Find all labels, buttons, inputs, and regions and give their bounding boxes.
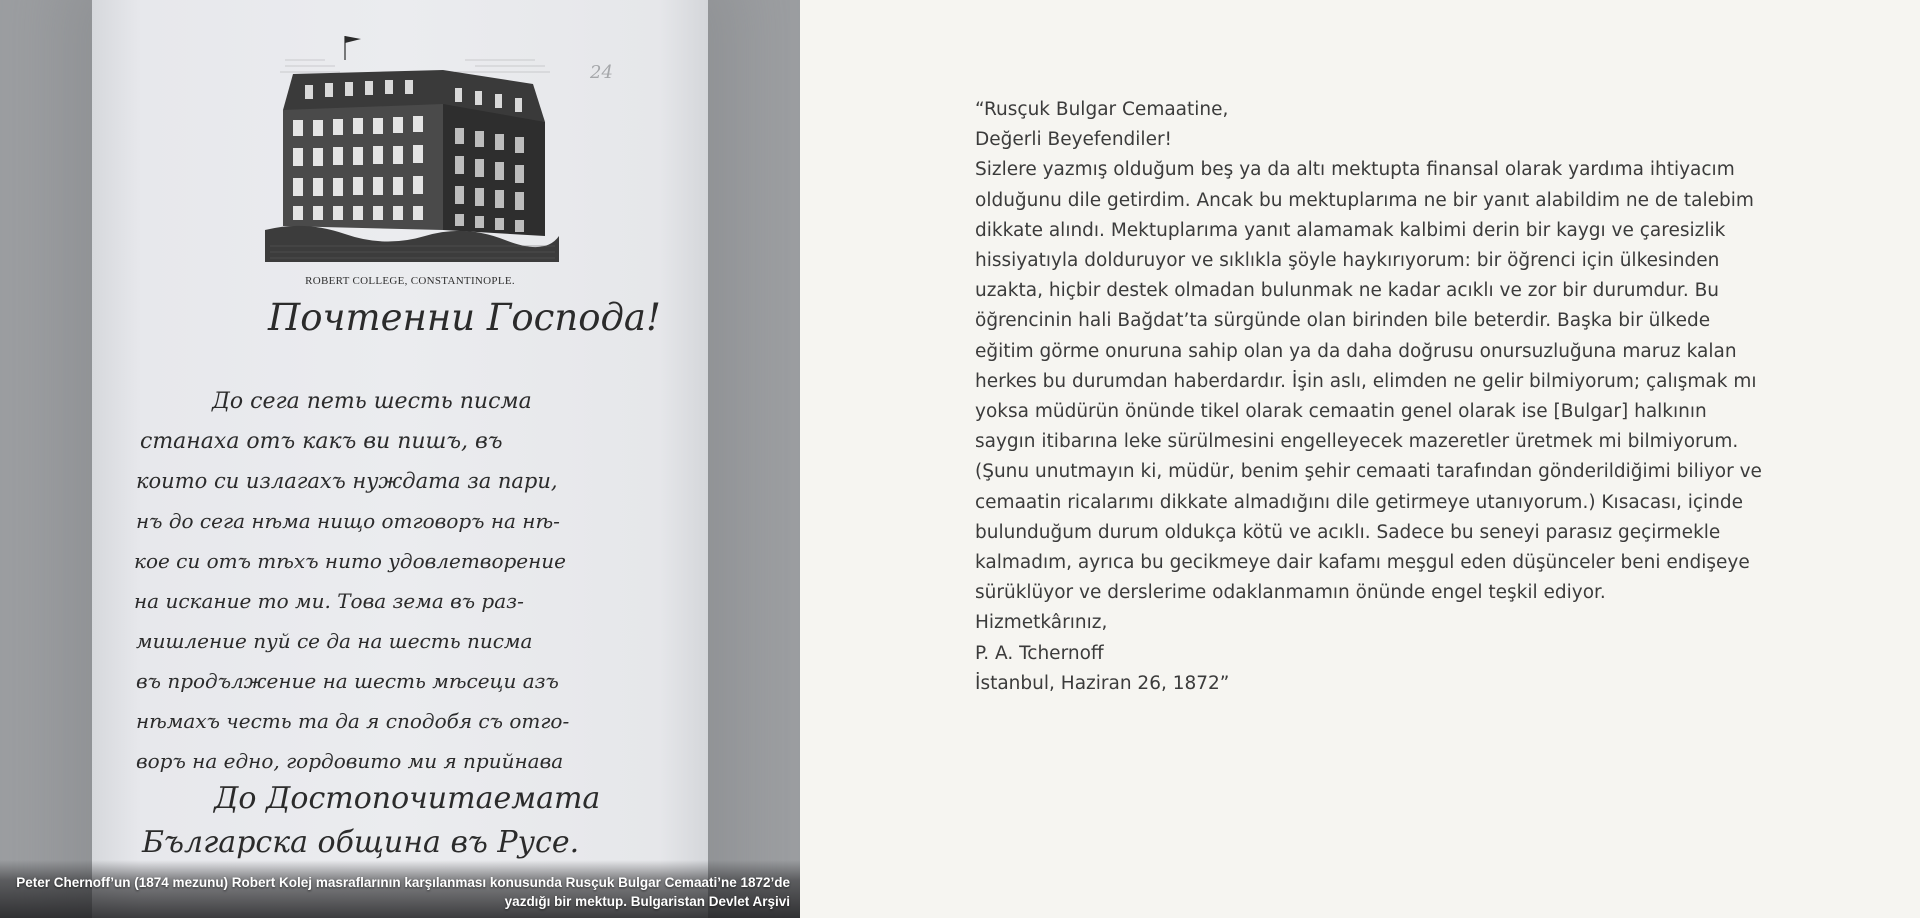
letterhead-caption: ROBERT COLLEGE, CONSTANTINOPLE. <box>305 275 515 287</box>
letter-place-date: İstanbul, Haziran 26, 1872” <box>975 672 1230 694</box>
image-caption: Peter Chernoff’un (1874 mezunu) Robert Kolej masraflarının karşılanması konusunda Rusçuk Bulgar Cemaati’ne 1872’de yazdığı bir mektup. Bulgaristan Devlet Arşivi <box>16 875 790 909</box>
letter-body: Sizlere yazmış olduğum beş ya da altı mektupta finansal olarak yardıma ihtiyacım olduğunu dile getirdim. Ancak bu mektuplarıma ne bir yanıt alabildim ne de talebim dikkate alındı. Mektuplarıma yanıt alamamak kalbimi derin bir kaygı ve çaresizlik hissiyatıyla dolduruyor ve sıklıkla şöyle haykırıyorum: bir öğrenci için ülkesinden uzakta, hiçbir destek olmadan bulunmak ne kadar acıklı ve zor bir durumdur. Bu öğrencinin hali Bağdat’ta sürgünde olan birinden bile beterdir. Başka bir ülkede eğitim görme onuruna sahip olan ya da daha doğrusu onursuzluğuna maruz kalan herkes bu durumdan haberdardır. İşin aslı, elimden ne gelir bilmiyorum; çalışmak mı yoksa müdürün önünde tikel olarak cemaatin genel olarak ise [Bulgar] halkının saygın itibarına leke sürülmesini engelleyecek mazeretler üretmek mi bilmiyorum. (Şunu unutmayın ki, müdür, benim şehir cemaati tarafından gönderildiğimi biliyor ve cemaatin ricalarımı dikkate almadığını dile getirmeye utanıyorum.) Kısacası, içinde bulunduğum durum oldukça kötü ve acıklı. Sadece bu seneyi parasız geçirmekle kalmadım, ayrıca bu gecikmeye dair kafamı meşgul eden düşünceler beni endişeye sürüklüyor ve derslerime odaklanmamın önünde engel teşkil ediyor. <box>975 159 1762 604</box>
letter-photo[interactable] <box>0 0 800 918</box>
handwriting-line: кое си отъ тѣхъ нито удовлетворение <box>134 549 567 573</box>
handwriting-addressee: Българска община въ Русе. <box>142 825 580 860</box>
handwriting-greeting: Почтенни Господа! <box>268 296 661 339</box>
handwriting-line: на искание то ми. Това зема въ раз- <box>134 589 524 613</box>
handwriting-line: воръ на едно, гордовито ми я прийнава <box>136 749 564 773</box>
handwriting-addressee: До Достопочитаемата <box>214 781 601 816</box>
handwriting-line: До сега петь шесть писма <box>212 389 532 414</box>
handwriting-line: мишление пуй се да на шесть писма <box>136 629 533 653</box>
handwriting-line: въ продължение на шесть мѣсеци азъ <box>136 669 559 693</box>
letter-closing: Hizmetkârınız, <box>975 612 1108 634</box>
handwritten-letter <box>0 0 800 918</box>
handwriting-line: нѣмахъ честь та да я сподобя съ отго- <box>136 709 570 733</box>
image-caption-overlay <box>0 860 800 918</box>
handwriting-line: станаха отъ какъ ви пишъ, въ <box>140 429 503 454</box>
letter-salutation: Değerli Beyefendiler! <box>975 129 1172 151</box>
letter-translation <box>975 95 1765 699</box>
letter-addressee: “Rusçuk Bulgar Cemaatine, <box>975 99 1229 120</box>
letter-signature: P. A. Tchernoff <box>975 642 1104 664</box>
handwriting-line: нъ до сега нѣма нищо отговоръ на нѣ- <box>136 509 560 533</box>
page-number: 24 <box>590 62 613 83</box>
handwriting-line: които си излагахъ нуждата за пари, <box>136 469 558 493</box>
